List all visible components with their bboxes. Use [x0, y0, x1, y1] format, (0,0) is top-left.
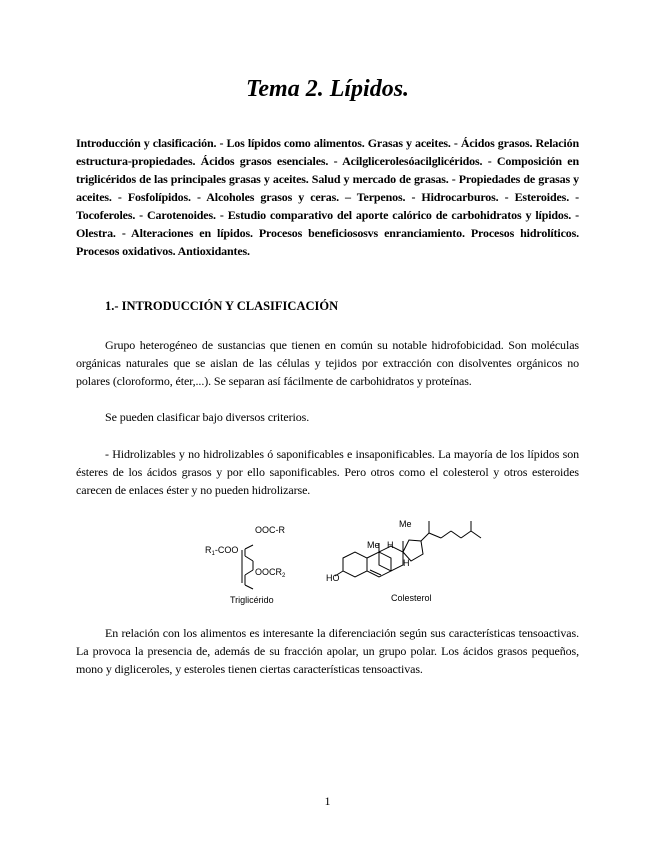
cholesterol-label-ho: HO [326, 573, 340, 583]
triglyceride-structure [242, 545, 253, 589]
topics-summary: Introducción y clasificación. - Los lípidos como alimentos. Grasas y aceites. - Ácidos grasos. Relación estructura-propiedades. Ácidos grasos esenciales. - Acilglicerolesóacilglicéridos. - Composición en triglicéridos de las principales grasas y aceites. Salud y mercado de grasas. - Propiedades de grasas y aceites. - Fosfolípidos. - Alcoholes grasos y ceras. – Terpenos. - Hidrocarburos. - Esteroides. - Tocoferoles. - Carotenoides. - Estudio comparativo del aporte calórico de carbohidratos y lípidos. - Olestra. - Alteraciones en lípidos. Procesos beneficiososvs enranciamiento. Procesos hidrolíticos. Procesos oxidativos. Antioxidantes. [76, 136, 579, 258]
page-number: 1 [324, 794, 331, 808]
cholesterol-caption: Colesterol [391, 593, 432, 603]
cholesterol-label-h-upper: H [387, 540, 394, 550]
triglyceride-caption: Triglicérido [230, 595, 274, 605]
cholesterol-label-me-mid: Me [367, 540, 380, 550]
triglyceride-label-bottom: $OOCR_2$ [255, 567, 286, 579]
section-heading: 1.- INTRODUCCIÓN Y CLASIFICACIÓN [105, 299, 339, 313]
triglyceride-label-top: OOC-R [255, 525, 285, 535]
paragraph-hydrolyzable: - Hidrolizables y no hidrolizables ó saponificables e insaponificables. La mayoría de los lípidos son ésteres de los ácidos grasos y por ello saponificables. Pero otros como el colesterol y otros esteroides carecen de enlaces éster y no pueden hidrolizarse. [76, 447, 579, 497]
paragraph-definition: Grupo heterogéneo de sustancias que tienen en común su notable hidrofobicidad. Son moléculas orgánicas naturales que se aislan de las células y tejidos por extracción con disolventes orgánicos no polares (cloroformo, éter,...). Se separan así fácilmente de carbohidratos y proteínas. [76, 338, 579, 388]
cholesterol-label-h-lower: H [403, 558, 410, 568]
page-title: Tema 2. Lípidos. [245, 76, 410, 102]
cholesterol-label-me-top: Me [399, 519, 412, 529]
paragraph-surfactant: En relación con los alimentos es interesante la diferenciación según sus características tensoactivas. La provoca la presencia de, además de su fracción apolar, un grupo polar. Los ácidos grasos pequeños, mono y digliceroles, y esteroles tienen ciertas características tensoactivas. [76, 626, 579, 676]
paragraph-criteria: Se pueden clasificar bajo diversos criterios. [105, 410, 310, 424]
cholesterol-structure [335, 521, 481, 577]
triglyceride-label-left: $R_1$-COO [205, 545, 239, 557]
